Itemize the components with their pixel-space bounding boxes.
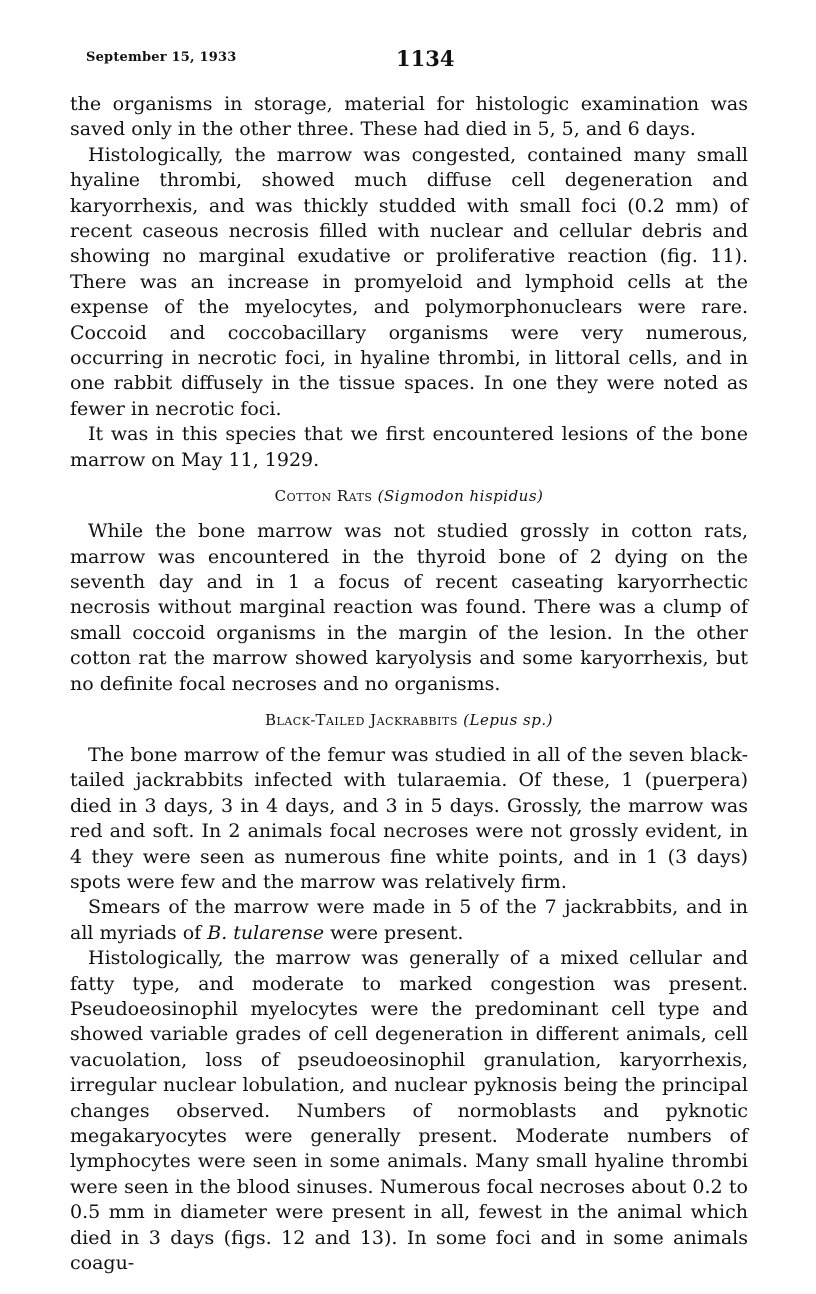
section-title: Cotton Rats: [274, 487, 373, 506]
paragraph-first-lesions: It was in this species that we first encountered lesions of the bone marrow on May 11, 1929.: [70, 423, 748, 471]
smears-text-start: Smears of the marrow were made in 5 of the 7 jackrabbits, and in all myriads of: [70, 896, 748, 944]
paragraph-jackrabbits-gross: The bone marrow of the femur was studied in all of the seven black-tailed jackrabbits infected with tularaemia. Of these, 1 (puerpera) died in 3 days, 3 in 4 days, and 3 in 5 days. Grossly, the marrow was red and soft. In 2 animals focal necroses were not grossly evident, in 4 they were seen as numerous fine white points, and in 1 (3 days) spots were few and the marrow was relatively firm.: [70, 743, 748, 893]
page-header: [86, 46, 766, 74]
section-heading-jackrabbits: [70, 711, 748, 729]
section-heading-cotton-rats: [70, 487, 748, 505]
paragraph-jackrabbits-smears: [70, 895, 748, 946]
organism-name: B. tularense: [207, 921, 325, 944]
page-number: 1134: [396, 46, 455, 71]
paragraph-continuation: the organisms in storage, material for histologic examination was saved only in the other three. These had died in 5, 5, and 6 days.: [70, 93, 748, 141]
paragraph-cotton-rats: While the bone marrow was not studied grossly in cotton rats, marrow was encountered in the thyroid bone of 2 dying on the seventh day and in 1 a focus of recent caseating karyorrhectic necrosis without marginal reaction was found. There was a clump of small coccoid organisms in the margin of the lesion. In the other cotton rat the marrow showed karyolysis and some karyorrhexis, but no definite focal necroses and no organisms.: [70, 520, 748, 695]
header-date: September 15, 1933: [86, 50, 237, 65]
smears-text-end: were present.: [324, 921, 464, 944]
body-text: [70, 92, 748, 1276]
paragraph-jackrabbits-histology: Histologically, the marrow was generally of a mixed cellular and fatty type, and moderate to marked congestion was present. Pseudoeosinophil myelocytes were the predominant cell type and showed variable grades of cell degeneration in different animals, cell vacuolation, loss of pseudoeosinophil granulation, karyorrhexis, irregular nuclear lobulation, and nuclear pyknosis being the principal changes observed. Numbers of normoblasts and pyknotic megakaryocytes were generally present. Moderate numbers of lymphocytes were seen in some animals. Many small hyaline thrombi were seen in the blood sinuses. Numerous focal necroses about 0.2 to 0.5 mm in diameter were present in all, fewest in the animal which died in 3 days (figs. 12 and 13). In some foci and in some animals coagu-: [70, 947, 748, 1275]
section-title: Black-Tailed Jackrabbits: [265, 710, 458, 729]
paragraph-histology-rabbits: Histologically, the marrow was congested, contained many small hyaline thrombi, showed much diffuse cell degeneration and karyorrhexis, and was thickly studded with small foci (0.2 mm) of recent caseous necrosis filled with nuclear and cellular debris and showing no marginal exudative or proliferative reaction (fig. 11). There was an increase in promyeloid and lymphoid cells at the expense of the myelocytes, and polymorphonuclears were rare. Coccoid and coccobacillary organisms were very numerous, occurring in necrotic foci, in hyaline thrombi, in littoral cells, and in one rabbit diffusely in the tissue spaces. In one they were noted as fewer in necrotic foci.: [70, 143, 748, 420]
section-latin-name: (Lepus sp.): [463, 710, 553, 729]
section-latin-name: (Sigmodon hispidus): [377, 487, 544, 506]
